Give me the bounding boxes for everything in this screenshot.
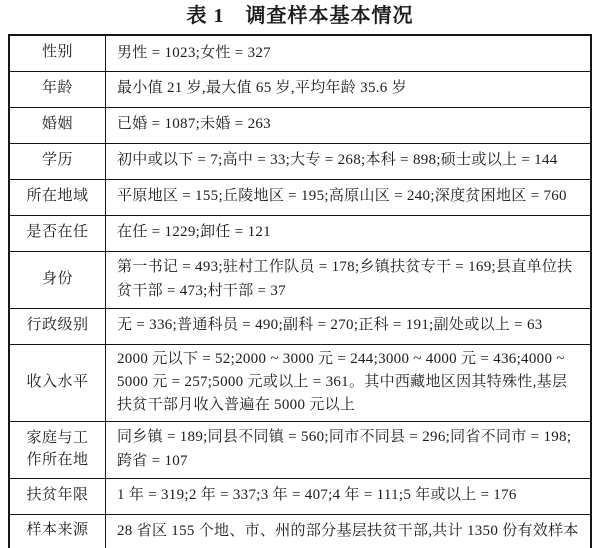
row-label: 收入水平: [9, 344, 106, 421]
row-value: 28 省区 155 个地、市、州的部分基层扶贫干部,共计 1350 份有效样本: [106, 514, 592, 548]
row-label: 身份: [9, 251, 106, 308]
row-value: 最小值 21 岁,最大值 65 岁,平均年龄 35.6 岁: [106, 71, 592, 107]
table-row-gender: [9, 35, 591, 71]
row-label: 是否在任: [9, 215, 106, 251]
row-label: 扶贫年限: [9, 478, 106, 514]
table-row-identity: [9, 251, 591, 308]
row-label: 学历: [9, 143, 106, 179]
table-row-marriage: [9, 107, 591, 143]
row-value: 第一书记 = 493;驻村工作队员 = 178;乡镇扶贫专干 = 169;县直单位扶贫干部 = 473;村干部 = 37: [106, 251, 592, 308]
table-row-admin-rank: [9, 308, 591, 344]
survey-sample-table: [8, 34, 592, 548]
table-row-in-office: [9, 215, 591, 251]
row-value: 无 = 336;普通科员 = 490;副科 = 270;正科 = 191;副处或以上 = 63: [106, 308, 592, 344]
row-label: 年龄: [9, 71, 106, 107]
table-row-education: [9, 143, 591, 179]
row-label: 行政级别: [9, 308, 106, 344]
row-label: 婚姻: [9, 107, 106, 143]
table-row-poverty-relief-years: [9, 478, 591, 514]
table-title: 表 1 调查样本基本情况: [186, 5, 414, 27]
row-value: 2000 元以下 = 52;2000 ~ 3000 元 = 244;3000 ~ 4000 元 = 436;4000 ~ 5000 元 = 257;5000 元或以上 = 361。其中西藏地区因其特殊性,基层扶贫干部月收入普遍在 5000 元以上: [106, 344, 592, 421]
row-value: 平原地区 = 155;丘陵地区 = 195;高原山区 = 240;深度贫困地区 = 760: [106, 179, 592, 215]
table-row-home-work-location: [9, 421, 591, 478]
row-value: 在任 = 1229;卸任 = 121: [106, 215, 592, 251]
table-row-income: [9, 344, 591, 421]
row-value: 已婚 = 1087;未婚 = 263: [106, 107, 592, 143]
row-label: 家庭与工作所在地: [9, 421, 106, 478]
row-label: 所在地域: [9, 179, 106, 215]
row-value: 初中或以下 = 7;高中 = 33;大专 = 268;本科 = 898;硕士或以上 = 144: [106, 143, 592, 179]
row-label: 样本来源: [9, 514, 106, 548]
row-value: 1 年 = 319;2 年 = 337;3 年 = 407;4 年 = 111;5 年或以上 = 176: [106, 478, 592, 514]
table-row-age: [9, 71, 591, 107]
row-value: 男性 = 1023;女性 = 327: [106, 35, 592, 71]
table-row-region: [9, 179, 591, 215]
row-value: 同乡镇 = 189;同县不同镇 = 560;同市不同县 = 296;同省不同市 = 198;跨省 = 107: [106, 421, 592, 478]
row-label: 性别: [9, 35, 106, 71]
table-row-sample-source: [9, 514, 591, 548]
